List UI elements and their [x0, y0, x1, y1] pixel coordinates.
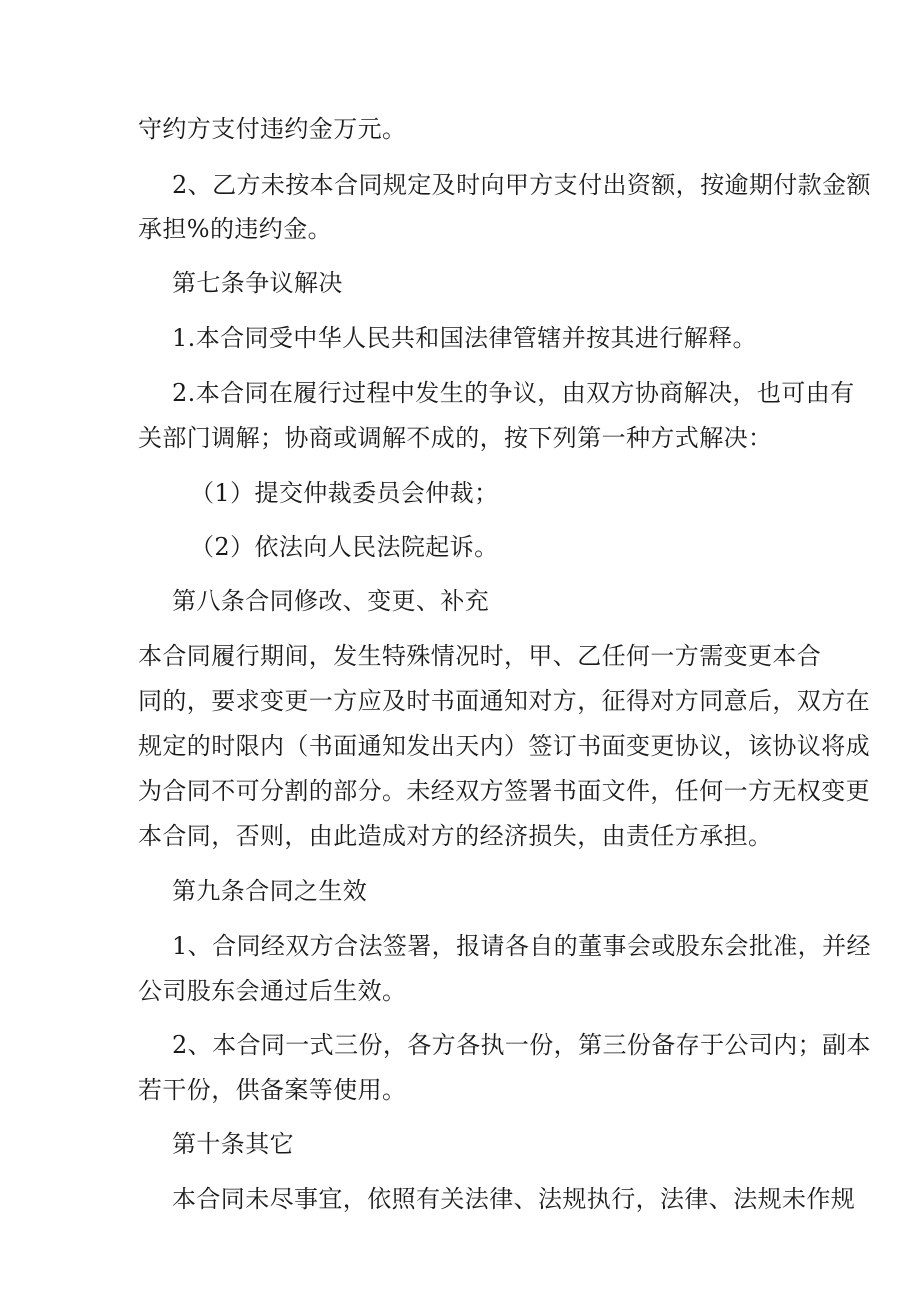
- list-item: （2）依法向人民法院起诉。: [190, 533, 499, 561]
- section-heading-article-9: 第九条合同之生效: [172, 877, 368, 905]
- paragraph-line: 守约方支付违约金万元。: [138, 115, 407, 143]
- paragraph-line: 规定的时限内（书面通知发出天内）签订书面变更协议，该协议将成: [138, 732, 870, 760]
- section-heading-article-7: 第七条争议解决: [172, 269, 343, 297]
- paragraph-line: 为合同不可分割的部分。未经双方签署书面文件，任何一方无权变更: [138, 777, 870, 805]
- list-item: （1）提交仲裁委员会仲裁；: [190, 479, 499, 507]
- section-heading-article-8: 第八条合同修改、变更、补充: [172, 587, 490, 615]
- paragraph-line: 本合同未尽事宜，依照有关法律、法规执行，法律、法规未作规: [172, 1185, 856, 1213]
- paragraph-line: 承担%的违约金。: [138, 215, 333, 243]
- paragraph-line: 关部门调解；协商或调解不成的，按下列第一种方式解决：: [138, 424, 773, 452]
- paragraph-line: 本合同履行期间，发生特殊情况时，甲、乙任何一方需变更本合: [138, 642, 822, 670]
- paragraph-line: 1、合同经双方合法签署，报请各自的董事会或股东会批准，并经: [172, 932, 871, 960]
- paragraph-line: 2、本合同一式三份，各方各执一份，第三份备存于公司内；副本: [172, 1031, 871, 1059]
- section-heading-article-10: 第十条其它: [172, 1130, 294, 1158]
- paragraph-line: 2、乙方未按本合同规定及时向甲方支付出资额，按逾期付款金额: [172, 171, 871, 199]
- paragraph-line: 公司股东会通过后生效。: [138, 977, 407, 1005]
- paragraph-line: 1.本合同受中华人民共和国法律管辖并按其进行解释。: [172, 324, 757, 352]
- paragraph-line: 若干份，供备案等使用。: [138, 1076, 407, 1104]
- paragraph-line: 2.本合同在履行过程中发生的争议，由双方协商解决，也可由有: [172, 379, 855, 407]
- paragraph-line: 本合同，否则，由此造成对方的经济损失，由责任方承担。: [138, 822, 773, 850]
- paragraph-line: 同的，要求变更一方应及时书面通知对方，征得对方同意后，双方在: [138, 687, 870, 715]
